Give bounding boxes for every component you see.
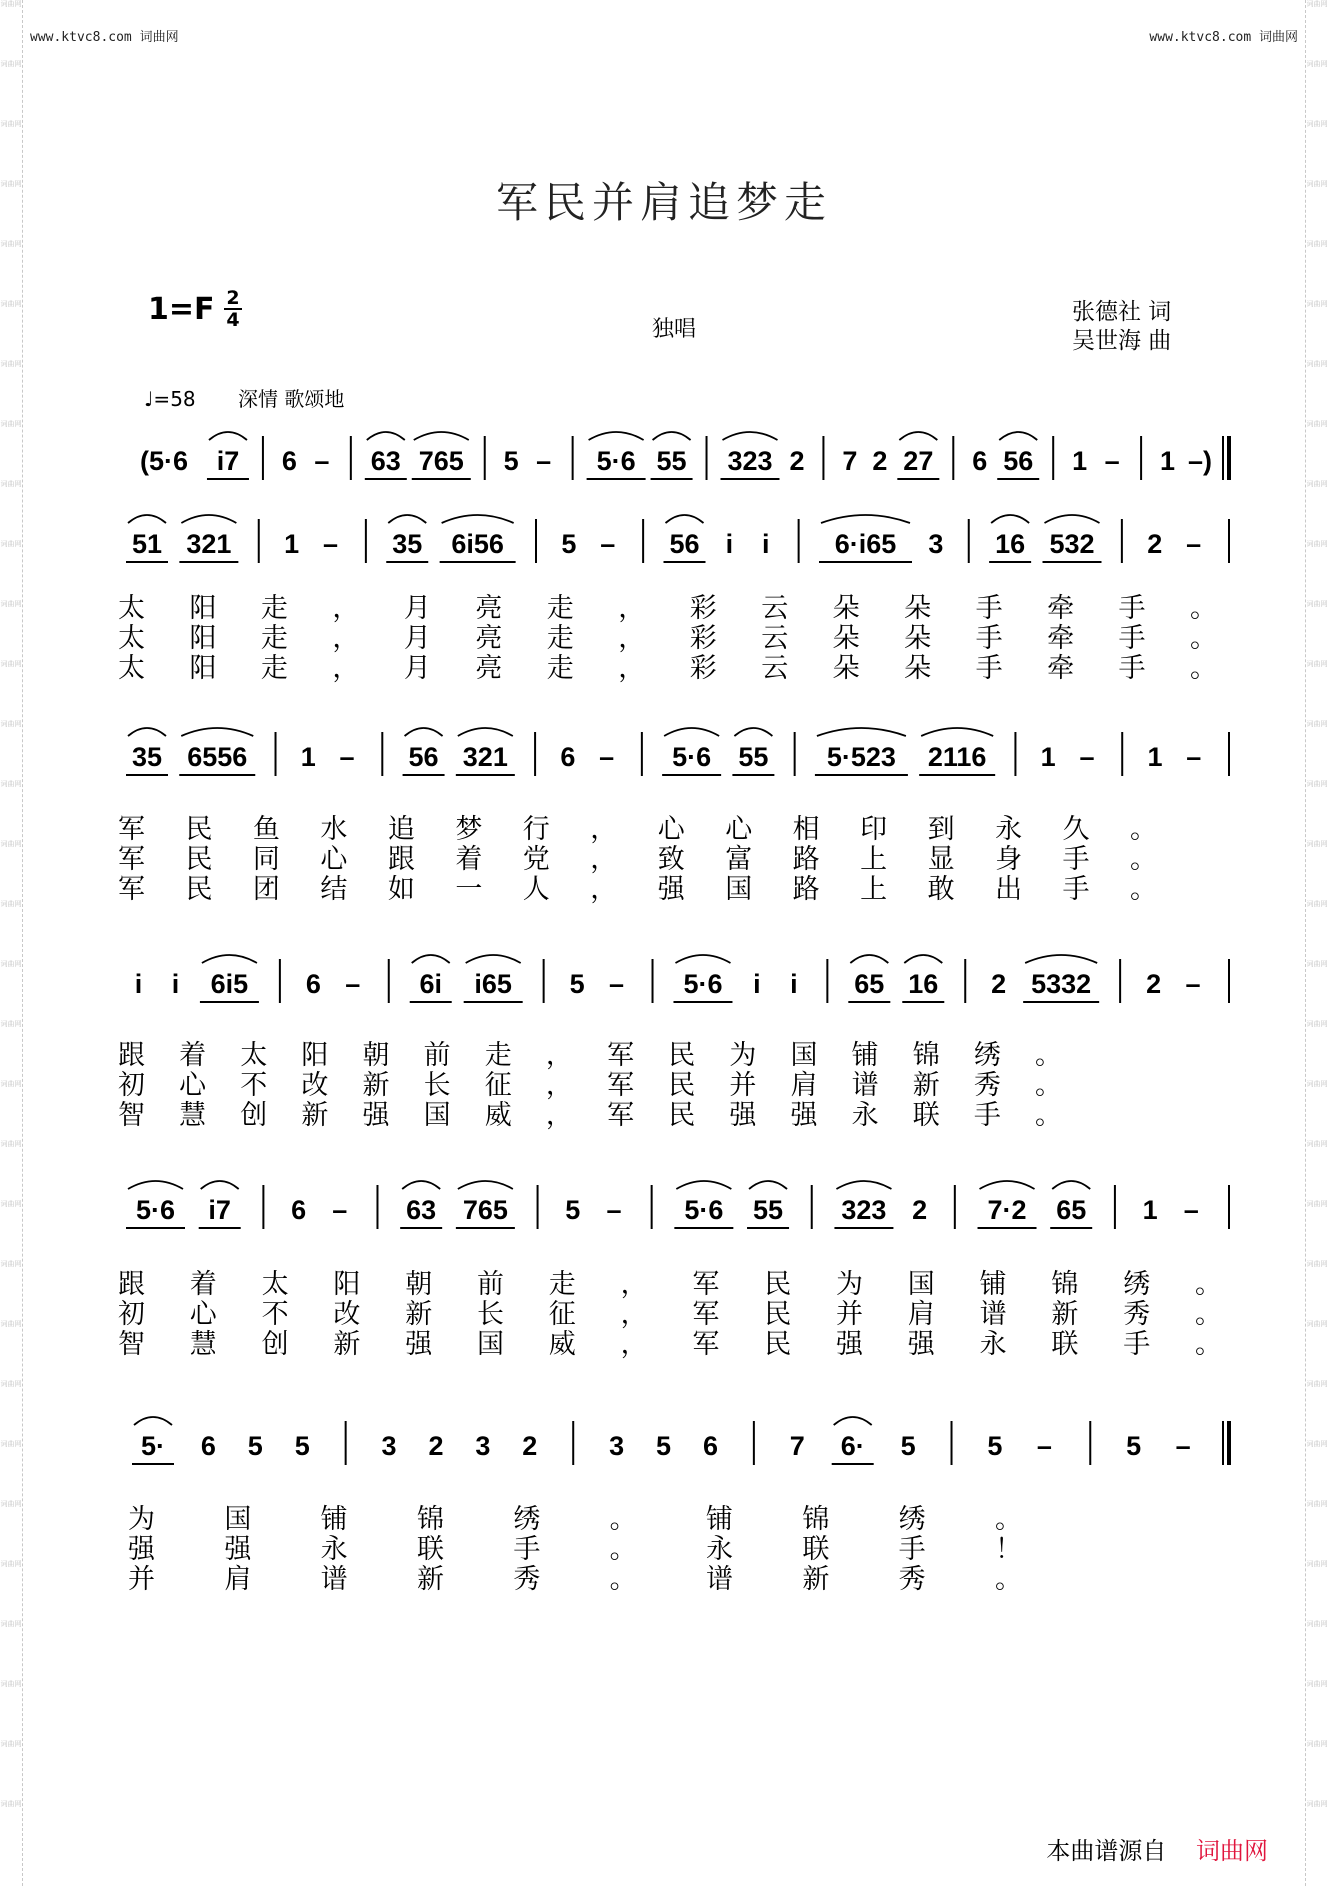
slur-arc xyxy=(367,432,405,440)
slur-arc xyxy=(749,1181,787,1189)
tempo-value: ♩=58 xyxy=(144,387,196,411)
note-group: 5·6 xyxy=(596,446,636,476)
note-group: 5 xyxy=(561,529,577,559)
slur-arc xyxy=(999,432,1037,440)
margin-watermark-mark: 词曲网 xyxy=(1306,1260,1328,1268)
note-group: – xyxy=(1185,969,1201,999)
note-group: 2 xyxy=(428,1431,444,1461)
margin-watermark-mark: 词曲网 xyxy=(0,1440,22,1448)
note-group: 5·6 xyxy=(683,969,723,999)
note-group: 6· xyxy=(840,1431,865,1461)
meter-top: 2 xyxy=(226,287,240,309)
note-group: 1 xyxy=(1142,1195,1158,1225)
slur-arc xyxy=(181,515,236,523)
note-group: – xyxy=(339,742,355,772)
margin-watermark-mark: 词曲网 xyxy=(1306,840,1328,848)
note-group: 2 xyxy=(991,969,1007,999)
note-group: 51 xyxy=(131,529,163,559)
margin-watermark-mark: 词曲网 xyxy=(1306,300,1328,308)
note-group: 6 xyxy=(702,1431,718,1461)
margin-watermark-mark: 词曲网 xyxy=(1306,720,1328,728)
slur-arc xyxy=(1025,955,1097,963)
note-group: 6 xyxy=(291,1195,307,1225)
note-group: 1 xyxy=(1160,446,1176,476)
slur-arc xyxy=(899,432,937,440)
song-title: 军民并肩追梦走 xyxy=(495,178,832,227)
slur-arc xyxy=(202,955,257,963)
note-group: 1 xyxy=(1147,742,1163,772)
margin-watermark-mark: 词曲网 xyxy=(0,360,22,368)
note-group: 323 xyxy=(841,1195,887,1225)
note-group: 2116 xyxy=(927,742,987,772)
margin-watermark-mark: 词曲网 xyxy=(1306,1140,1328,1148)
lyric-row: 太 阳 走 ， 月 亮 走 ， 彩 云 朵 朵 手 牵 手 。 xyxy=(118,653,1217,684)
margin-watermark-mark: 词曲网 xyxy=(0,480,22,488)
note-group: 5 xyxy=(1126,1431,1142,1461)
note-group: 6 xyxy=(305,969,321,999)
margin-watermark-mark: 词曲网 xyxy=(1306,1680,1328,1688)
note-group: i7 xyxy=(216,446,240,476)
lyric-row: 智 慧 创 新 强 国 威 ， 军 民 强 强 永 联 手 。 xyxy=(118,1329,1222,1360)
margin-watermark-mark: 词曲网 xyxy=(1306,1380,1328,1388)
note-group: 532 xyxy=(1049,529,1095,559)
note-group: 5 xyxy=(565,1195,581,1225)
note-group: 5 xyxy=(900,1431,916,1461)
margin-watermark-mark: 词曲网 xyxy=(1306,540,1328,548)
note-group: – xyxy=(332,1195,348,1225)
note-group: 2 xyxy=(912,1195,928,1225)
note-group: 55 xyxy=(656,446,687,476)
note-group: 5·6 xyxy=(672,742,712,772)
note-group: 35 xyxy=(392,529,423,559)
note-group: (5·6 xyxy=(139,446,189,476)
note-group: i xyxy=(761,529,770,559)
margin-watermark-mark: 词曲网 xyxy=(0,0,22,8)
margin-watermark-mark: 词曲网 xyxy=(0,780,22,788)
slur-arc xyxy=(458,728,513,736)
slur-arc xyxy=(134,1417,172,1425)
note-group: 55 xyxy=(738,742,769,772)
margin-watermark-mark: 词曲网 xyxy=(0,300,22,308)
note-group: 6·i65 xyxy=(834,529,897,559)
slur-arc xyxy=(834,1417,872,1425)
note-group: 6i5 xyxy=(210,969,249,999)
footer-source xyxy=(1046,1831,1268,1866)
expression-marking: 深情 歌颂地 xyxy=(238,387,345,411)
note-group: – xyxy=(599,742,615,772)
note-group: 5 xyxy=(294,1431,310,1461)
note-group: 2 xyxy=(789,446,805,476)
margin-watermark-mark: 词曲网 xyxy=(0,60,22,68)
margin-watermark-mark: 词曲网 xyxy=(1306,480,1328,488)
note-group: 35 xyxy=(131,742,163,772)
lyric-row: 太 阳 走 ， 月 亮 走 ， 彩 云 朵 朵 手 牵 手 。 xyxy=(118,623,1217,654)
margin-watermark-mark: 词曲网 xyxy=(0,540,22,548)
note-group: 765 xyxy=(418,446,464,476)
note-group: – xyxy=(1104,446,1120,476)
slur-arc xyxy=(675,955,730,963)
margin-watermark-mark: 词曲网 xyxy=(1306,1800,1328,1808)
margin-watermark-mark: 词曲网 xyxy=(0,960,22,968)
note-group: 6i xyxy=(419,969,442,999)
margin-watermark-mark: 词曲网 xyxy=(1306,1200,1328,1208)
margin-watermark-mark: 词曲网 xyxy=(1306,60,1328,68)
margin-watermark-mark: 词曲网 xyxy=(1306,660,1328,668)
note-group: 321 xyxy=(462,742,508,772)
note-group: 2 xyxy=(872,446,888,476)
note-group: – xyxy=(600,529,616,559)
note-group: – xyxy=(1175,1431,1191,1461)
slur-arc xyxy=(209,432,247,440)
lyric-row: 跟 着 太 阳 朝 前 走 ， 军 民 为 国 铺 锦 绣 。 xyxy=(118,1040,1062,1071)
margin-watermark-mark: 词曲网 xyxy=(1306,1560,1328,1568)
note-group: 63 xyxy=(406,1195,437,1225)
slur-arc xyxy=(664,728,719,736)
margin-watermark-mark: 词曲网 xyxy=(0,1260,22,1268)
note-group: – xyxy=(536,446,552,476)
margin-watermark-mark: 词曲网 xyxy=(1306,600,1328,608)
margin-watermark-mark: 词曲网 xyxy=(0,1620,22,1628)
note-group: 321 xyxy=(186,529,232,559)
margin-watermark-mark: 词曲网 xyxy=(1306,1440,1328,1448)
key-signature: 1=F xyxy=(148,292,215,327)
note-group: 5 xyxy=(569,969,585,999)
note-group: – xyxy=(1186,529,1202,559)
margin-watermark-mark: 词曲网 xyxy=(0,600,22,608)
footer-brand: 词曲网 xyxy=(1196,1837,1268,1865)
note-group: 3 xyxy=(475,1431,491,1461)
lyric-row: 太 阳 走 ， 月 亮 走 ， 彩 云 朵 朵 手 牵 手 。 xyxy=(118,593,1217,624)
note-group: 1 xyxy=(284,529,300,559)
slur-arc xyxy=(723,432,778,440)
slur-arc xyxy=(405,728,443,736)
slur-arc xyxy=(734,728,772,736)
lyric-row: 强 强 永 联 手 。 永 联 手 ！ xyxy=(128,1534,1022,1565)
composer: 吴世海 曲 xyxy=(1072,328,1172,354)
slur-arc xyxy=(817,728,906,736)
note-group: 6 xyxy=(560,742,576,772)
note-group: 5332 xyxy=(1031,969,1092,999)
slur-arc xyxy=(466,955,521,963)
lyric-row: 初 心 不 改 新 长 征 ， 军 民 并 肩 谱 新 秀 。 xyxy=(118,1070,1062,1101)
note-group: 2 xyxy=(1147,529,1163,559)
note-group: 2 xyxy=(522,1431,538,1461)
margin-watermark-mark: 词曲网 xyxy=(1306,1500,1328,1508)
slur-arc xyxy=(412,955,450,963)
margin-watermark-mark: 词曲网 xyxy=(0,720,22,728)
note-group: i xyxy=(753,969,761,999)
margin-watermark-mark: 词曲网 xyxy=(1306,900,1328,908)
slur-arc xyxy=(402,1181,440,1189)
margin-watermark-mark: 词曲网 xyxy=(0,900,22,908)
margin-watermark-mark: 词曲网 xyxy=(0,1800,22,1808)
slur-arc xyxy=(458,1181,513,1189)
margin-watermark-mark: 词曲网 xyxy=(0,1080,22,1088)
note-group: 5·6 xyxy=(684,1195,724,1225)
margin-watermark-mark: 词曲网 xyxy=(0,120,22,128)
margin-watermark-mark: 词曲网 xyxy=(1306,420,1328,428)
slur-arc xyxy=(904,955,942,963)
margin-watermark-mark: 词曲网 xyxy=(0,1200,22,1208)
lyric-row: 军 民 鱼 水 追 梦 行 ， 心 心 相 印 到 永 久 。 xyxy=(118,814,1157,845)
note-group: 2 xyxy=(1146,969,1162,999)
note-group: 6 xyxy=(200,1431,216,1461)
note-group: 6 xyxy=(281,446,297,476)
margin-watermark-mark: 词曲网 xyxy=(1306,1740,1328,1748)
lyric-row: 初 心 不 改 新 长 征 ， 军 民 并 肩 谱 新 秀 。 xyxy=(118,1299,1222,1330)
margin-watermark-mark: 词曲网 xyxy=(1306,780,1328,788)
note-group: 16 xyxy=(995,529,1026,559)
note-group: –) xyxy=(1188,446,1213,476)
note-group: i65 xyxy=(474,969,512,999)
note-group: 1 xyxy=(1040,742,1056,772)
margin-watermark-mark: 词曲网 xyxy=(0,1320,22,1328)
lyricist: 张德社 词 xyxy=(1072,299,1172,325)
note-group: 5·6 xyxy=(135,1195,176,1225)
note-group: 56 xyxy=(669,529,700,559)
note-group: – xyxy=(1079,742,1095,772)
margin-watermark-mark: 词曲网 xyxy=(0,840,22,848)
slur-arc xyxy=(653,432,691,440)
note-group: 6556 xyxy=(187,742,248,772)
margin-watermark-mark: 词曲网 xyxy=(1306,1620,1328,1628)
note-group: 65 xyxy=(1056,1195,1087,1225)
margin-watermark-mark: 词曲网 xyxy=(0,180,22,188)
note-group: 63 xyxy=(370,446,401,476)
lyric-row: 军 民 同 心 跟 着 党 ， 致 富 路 上 显 身 手 。 xyxy=(118,844,1157,875)
slur-arc xyxy=(991,515,1029,523)
note-group: i xyxy=(134,969,143,999)
note-group: 5 xyxy=(503,446,519,476)
note-group: i xyxy=(790,969,798,999)
margin-watermark-mark: 词曲网 xyxy=(1306,960,1328,968)
note-group: – xyxy=(322,529,339,559)
note-group: – xyxy=(1036,1431,1052,1461)
lyric-row: 跟 着 太 阳 朝 前 走 ， 军 民 为 国 铺 锦 绣 。 xyxy=(118,1269,1222,1300)
note-group: 56 xyxy=(1003,446,1034,476)
slur-arc xyxy=(589,432,644,440)
margin-watermark-mark: 词曲网 xyxy=(0,1500,22,1508)
note-group: i xyxy=(725,529,734,559)
source-watermark-left: www.ktvc8.com 词曲网 xyxy=(30,30,179,45)
performance-type: 独唱 xyxy=(652,317,697,342)
footer-source-text: 本曲谱源自 xyxy=(1046,1837,1167,1865)
note-group: – xyxy=(345,969,361,999)
slur-arc xyxy=(442,515,514,523)
slur-arc xyxy=(201,1181,239,1189)
note-group: 6i56 xyxy=(451,529,504,559)
lyric-row: 为 国 铺 锦 绣 。 铺 锦 绣 。 xyxy=(128,1504,1022,1535)
note-group: 27 xyxy=(903,446,934,476)
lyric-row: 智 慧 创 新 强 国 威 ， 军 民 强 强 永 联 手 。 xyxy=(118,1100,1062,1131)
slur-arc xyxy=(836,1181,891,1189)
note-group: 1 xyxy=(1072,446,1088,476)
note-group: i xyxy=(171,969,180,999)
margin-watermark-mark: 词曲网 xyxy=(0,1380,22,1388)
note-group: 5· xyxy=(140,1431,166,1461)
note-group: – xyxy=(606,1195,622,1225)
margin-watermark-mark: 词曲网 xyxy=(1306,1080,1328,1088)
meter-bottom: 4 xyxy=(226,309,240,331)
note-group: 7 xyxy=(842,446,858,476)
note-group: 16 xyxy=(908,969,939,999)
lyric-row: 并 肩 谱 新 秀 。 谱 新 秀 。 xyxy=(128,1564,1022,1595)
note-group: – xyxy=(609,969,625,999)
lyric-row: 军 民 团 结 如 一 人 ， 强 国 路 上 敢 出 手 。 xyxy=(118,874,1157,905)
slur-arc xyxy=(980,1181,1035,1189)
margin-watermark-mark: 词曲网 xyxy=(0,1740,22,1748)
note-group: 323 xyxy=(727,446,773,476)
note-group: 56 xyxy=(408,742,439,772)
slur-arc xyxy=(850,955,888,963)
source-watermark-right: www.ktvc8.com 词曲网 xyxy=(1149,30,1298,45)
margin-watermark-mark: 词曲网 xyxy=(0,1140,22,1148)
note-group: 1 xyxy=(300,742,316,772)
slur-arc xyxy=(676,1181,731,1189)
note-group: – xyxy=(1183,1195,1199,1225)
note-group: 3 xyxy=(928,529,944,559)
slur-arc xyxy=(1045,515,1100,523)
margin-watermark-mark: 词曲网 xyxy=(0,660,22,668)
margin-watermark-mark: 词曲网 xyxy=(0,1680,22,1688)
margin-watermark-mark: 词曲网 xyxy=(0,1560,22,1568)
note-group: 3 xyxy=(381,1431,397,1461)
slur-arc xyxy=(388,515,426,523)
slur-arc xyxy=(128,728,166,736)
note-group: 5 xyxy=(987,1431,1003,1461)
slur-arc xyxy=(128,515,166,523)
note-group: 6 xyxy=(972,446,988,476)
slur-arc xyxy=(414,432,469,440)
note-group: 5 xyxy=(247,1431,263,1461)
slur-arc xyxy=(1052,1181,1090,1189)
note-group: 5·523 xyxy=(826,742,896,772)
note-group: 7·2 xyxy=(987,1195,1027,1225)
margin-watermark-mark: 词曲网 xyxy=(1306,0,1328,8)
margin-watermark-mark: 词曲网 xyxy=(0,420,22,428)
slur-arc xyxy=(666,515,704,523)
note-group: 765 xyxy=(462,1195,508,1225)
note-group: 55 xyxy=(753,1195,784,1225)
margin-watermark-mark: 词曲网 xyxy=(1306,1020,1328,1028)
slur-arc xyxy=(821,515,910,523)
slur-arc xyxy=(921,728,993,736)
margin-watermark-mark: 词曲网 xyxy=(0,240,22,248)
note-group: – xyxy=(314,446,330,476)
slur-arc xyxy=(128,1181,183,1189)
margin-watermark-mark: 词曲网 xyxy=(1306,120,1328,128)
note-group: 65 xyxy=(854,969,885,999)
margin-watermark-mark: 词曲网 xyxy=(1306,180,1328,188)
note-group: 7 xyxy=(789,1431,805,1461)
margin-watermark-mark: 词曲网 xyxy=(1306,240,1328,248)
margin-watermark-mark: 词曲网 xyxy=(1306,360,1328,368)
margin-watermark-mark: 词曲网 xyxy=(0,1020,22,1028)
slur-arc xyxy=(181,728,253,736)
note-group: – xyxy=(1186,742,1202,772)
note-group: i7 xyxy=(208,1195,231,1225)
note-group: 5 xyxy=(656,1431,672,1461)
note-group: 3 xyxy=(609,1431,625,1461)
margin-watermark-mark: 词曲网 xyxy=(1306,1320,1328,1328)
